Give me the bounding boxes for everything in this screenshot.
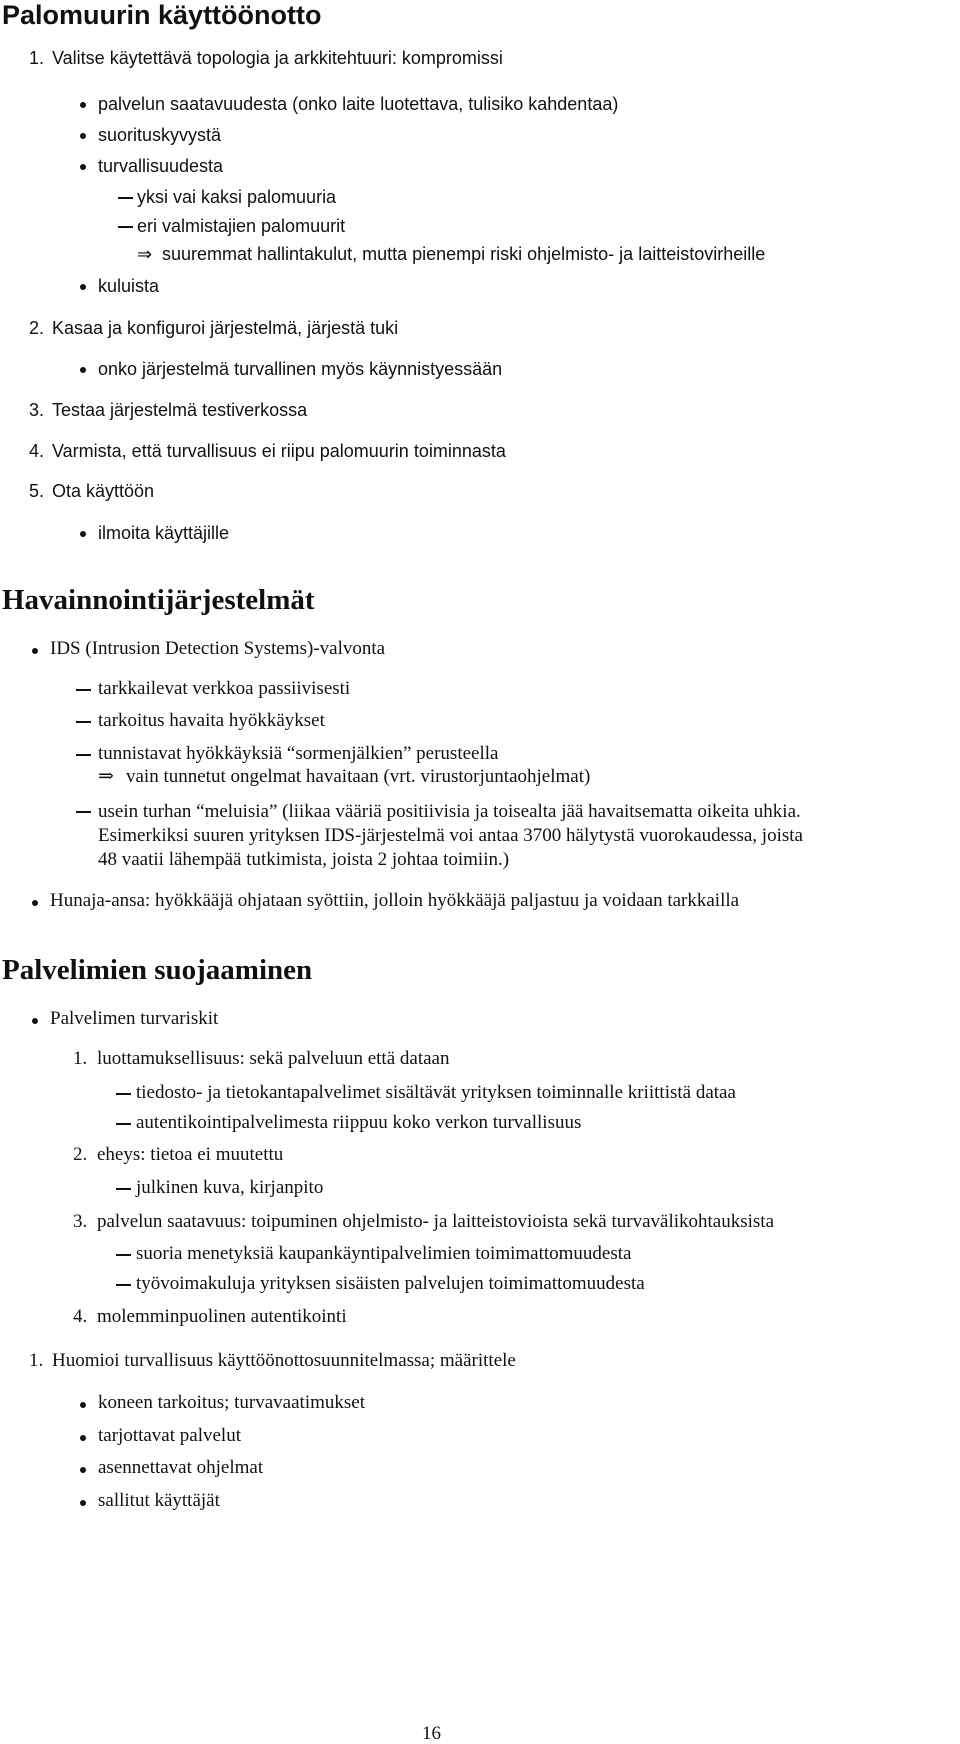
list-item: julkinen kuva, kirjanpito [136,1177,324,1198]
bullet-icon [80,1435,86,1441]
risk-text: eheys: tietoa ei muutettu [97,1144,284,1165]
implies-arrow-icon: ⇒ [137,244,153,264]
dash-icon [116,1123,131,1125]
risk-number: 2. [73,1144,88,1165]
list-item: koneen tarkoitus; turvavaatimukset [98,1392,365,1413]
dash-icon [76,721,91,723]
bullet-icon [32,900,38,906]
step-text: Valitse käytettävä topologia ja arkkitehtuuri: kompromissi [52,48,503,68]
list-item: autentikointipalvelimesta riippuu koko verkon turvallisuus [136,1112,582,1133]
step-number: 2. [29,318,45,338]
list-item: palvelun saatavuudesta (onko laite luotettava, tulisiko kahdentaa) [98,94,619,114]
risk-number: 3. [73,1211,88,1232]
risk-text: luottamuksellisuus: sekä palveluun että dataan [97,1048,450,1069]
implies-arrow-icon: ⇒ [98,766,114,787]
bullet-icon [80,133,86,139]
list-item: sallitut käyttäjät [98,1490,220,1511]
list-item: ilmoita käyttäjille [98,523,230,543]
list-item: suorituskyvystä [98,125,222,145]
dash-icon [116,1093,131,1095]
list-item: tiedosto- ja tietokantapalvelimet sisältävät yrityksen toiminnalle kriittistä dataa [136,1082,736,1103]
list-item: onko järjestelmä turvallinen myös käynnistyessään [98,359,503,379]
list-item: kuluista [98,276,160,296]
dash-icon [76,811,91,813]
paragraph-line: usein turhan “meluisia” (liikaa vääriä positiivisia ja toisealta jää havaitsematta oikeita uhkia. [98,801,801,822]
step-text: Ota käyttöön [52,481,155,501]
bullet-icon [80,367,86,373]
implication-text: suuremmat hallintakulut, mutta pienempi riski ohjelmisto- ja laitteistovirheille [162,244,766,264]
section-title-detection: Havainnointijärjestelmät [2,584,315,616]
bullet-icon [80,1500,86,1506]
step-number: 5. [29,481,45,501]
page-number: 16 [422,1723,441,1744]
list-item: tunnistavat hyökkäyksiä “sormenjälkien” perusteella [98,743,499,764]
list-item: Palvelimen turvariskit [50,1008,219,1029]
list-item: IDS (Intrusion Detection Systems)-valvonta [50,638,386,659]
list-item: eri valmistajien palomuurit [137,216,346,236]
bullet-icon [80,1402,86,1408]
list-item: suoria menetyksiä kaupankäyntipalvelimien toimimattomuudesta [136,1243,632,1264]
implication-text: vain tunnetut ongelmat havaitaan (vrt. virustorjuntaohjelmat) [126,766,591,787]
step-text: Varmista, että turvallisuus ei riipu palomuurin toiminnasta [52,441,506,461]
bullet-icon [80,102,86,108]
list-item: asennettavat ohjelmat [98,1457,264,1478]
list-item: tarkkailevat verkkoa passiivisesti [98,678,351,699]
step-text: Testaa järjestelmä testiverkossa [52,400,308,420]
list-item: työvoimakuluja yrityksen sisäisten palvelujen toimimattomuudesta [136,1273,645,1294]
bullet-icon [32,648,38,654]
paragraph-line: 48 vaatii lähempää tutkimista, joista 2 johtaa toimiin.) [98,849,510,870]
dash-icon [76,689,91,691]
dash-icon [118,226,133,228]
section-title-servers: Palvelimien suojaaminen [2,954,313,986]
risk-text: molemminpuolinen autentikointi [97,1306,347,1327]
step-text: Kasaa ja konfiguroi järjestelmä, järjestä tuki [52,318,399,338]
bullet-icon [80,284,86,290]
step-number: 4. [29,441,45,461]
list-item: turvallisuudesta [98,156,224,176]
step-number: 1. [29,48,45,68]
plan-number: 1. [29,1350,44,1371]
risk-text: palvelun saatavuus: toipuminen ohjelmisto- ja laitteistovioista sekä turvavälikohtauksista [97,1211,775,1232]
list-item: tarkoitus havaita hyökkäykset [98,710,325,731]
dash-icon [116,1284,131,1286]
bullet-icon [80,531,86,537]
risk-number: 4. [73,1306,88,1327]
list-item: yksi vai kaksi palomuuria [137,187,337,207]
list-item: tarjottavat palvelut [98,1425,241,1446]
plan-text: Huomioi turvallisuus käyttöönottosuunnitelmassa; määrittele [52,1350,516,1371]
dash-icon [116,1188,131,1190]
dash-icon [116,1254,131,1256]
dash-icon [76,754,91,756]
paragraph-line: Esimerkiksi suuren yrityksen IDS-järjestelmä voi antaa 3700 hälytystä vuorokaudessa, joista [98,825,803,846]
section-title-firewall: Palomuurin käyttöönotto [2,0,322,30]
risk-number: 1. [73,1048,88,1069]
step-number: 3. [29,400,45,420]
bullet-icon [80,1467,86,1473]
bullet-icon [32,1018,38,1024]
list-item: Hunaja-ansa: hyökkääjä ohjataan syöttiin, jolloin hyökkääjä paljastuu ja voidaan tarkkailla [50,890,740,911]
bullet-icon [80,164,86,170]
dash-icon [118,197,133,199]
